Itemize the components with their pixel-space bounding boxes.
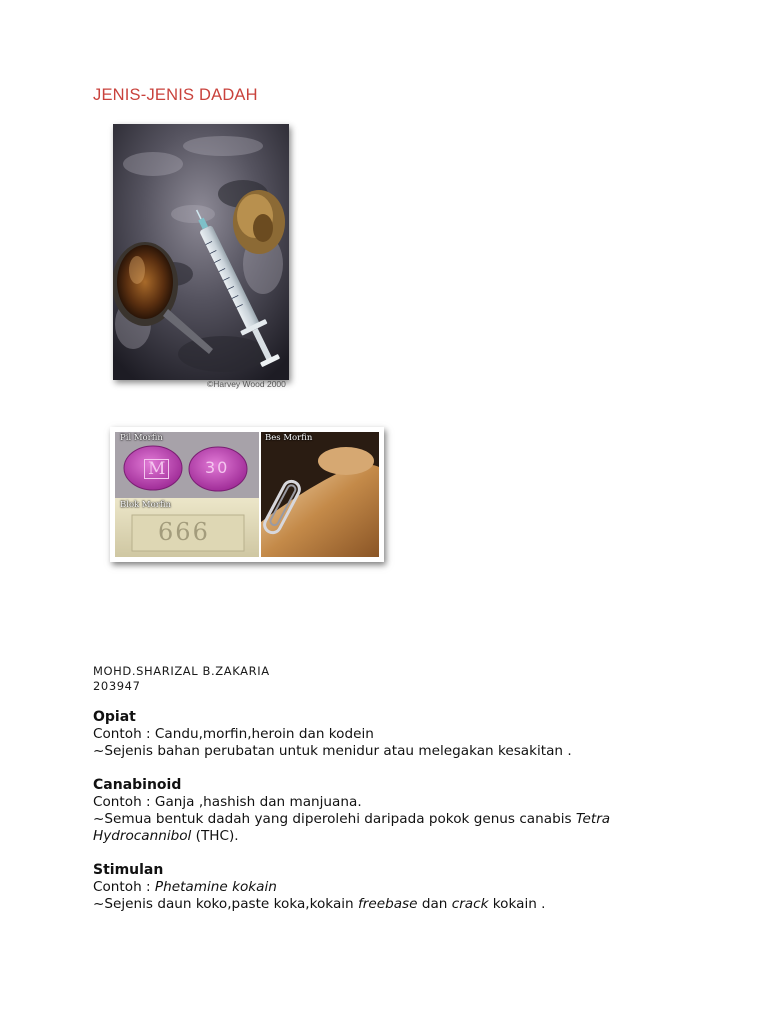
syringe-spoon-photo	[113, 124, 289, 380]
block-mark-999: 999	[156, 516, 208, 544]
desc-italic: crack	[451, 896, 489, 912]
label-bes-morfin: Bes Morfin	[265, 433, 313, 443]
desc-text: dan	[417, 896, 452, 912]
section-heading: Stimulan	[93, 862, 164, 878]
section-opiat	[93, 708, 693, 760]
label-pil-morfin: Pil Morfin	[120, 433, 163, 443]
photo-credit: ©Harvey Wood 2000	[207, 379, 286, 389]
page-title: JENIS-JENIS DADAH	[93, 86, 258, 104]
pill-mark-30: 30	[205, 458, 230, 477]
desc-text: (THC).	[191, 828, 239, 844]
label-blok-morfin: Blok Morfin	[120, 500, 171, 510]
desc-italic: freebase	[357, 896, 418, 912]
section-heading: Canabinoid	[93, 777, 182, 793]
section-description	[93, 811, 673, 845]
desc-text: ~Sejenis daun koko,paste koka,kokain	[93, 896, 358, 912]
pill-mark-m: M	[144, 459, 169, 479]
section-heading: Opiat	[93, 709, 136, 725]
section-description: ~Sejenis bahan perubatan untuk menidur atau melegakan kesakitan .	[93, 743, 572, 759]
desc-italic: Tetra	[575, 811, 611, 827]
author-name: MOHD.SHARIZAL B.ZAKARIA	[93, 664, 270, 678]
author-info	[93, 664, 270, 694]
section-canabinoid	[93, 776, 693, 845]
section-example: Contoh : Ganja ,hashish dan manjuana.	[93, 794, 362, 810]
section-stimulan	[93, 861, 693, 913]
desc-text: kokain .	[488, 896, 546, 912]
example-italic: Phetamine kokain	[154, 879, 277, 895]
desc-text: ~Semua bentuk dadah yang diperolehi daripada pokok genus canabis	[93, 811, 576, 827]
section-description	[93, 896, 693, 913]
author-id: 203947	[93, 679, 141, 693]
morphine-collage-photo	[110, 427, 384, 562]
section-example	[93, 879, 693, 896]
desc-italic: Hydrocannibol	[93, 828, 192, 844]
section-example: Contoh : Candu,morfin,heroin dan kodein	[93, 726, 374, 742]
example-prefix: Contoh :	[93, 879, 155, 895]
